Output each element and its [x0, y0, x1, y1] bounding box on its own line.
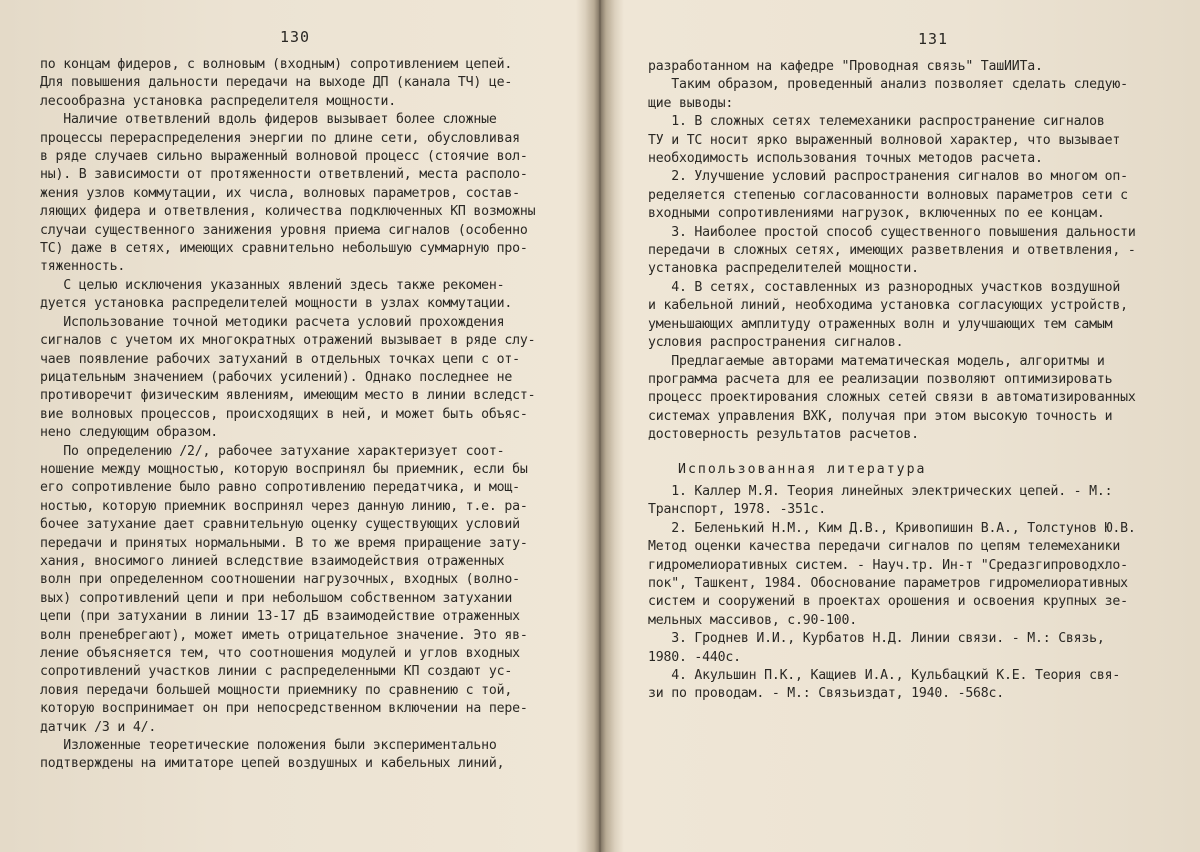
left-page-body: по концам фидеров, с волновым (входным) сопротивлением цепей. Для повышения дальности передачи на выходе ДП (канала ТЧ) це- лесообразна установка распределителя мощности. Наличие ответвлений вдоль фидеров вызывает более сложные процессы перераспределения энергии по длине сети, обусловливая в ряде случаев сильно выраженный волновой процесс (стоячие вол- ны). В зависимости от протяженности ответвлений, места располо- жения узлов коммутации, их числа, волновых параметров, состав- ляющих фидера и ответвления, количества подключенных КП возможны случаи существенного занижения уровня приема сигналов (особенно ТС) даже в сетях, имеющих сравнительно небольшую суммарную про- тяженность. С целью исключения указанных явлений здесь также рекомен- дуется установка распределителей мощности в узлах коммутации. Использование точной методики расчета условий прохождения сигналов с учетом их многократных отражений вызывает в ряде слу- чаев появление рабочих затуханий в отдельных точках цепи с от- рицательным значением (рабочих усилений). Однако последнее не противоречит физическим явлениям, имеющим место в линии вследст- вие волновых процессов, происходящих в ней, и может быть объяс- нено следующим образом. По определению /2/, рабочее затухание характеризует соот- ношение между мощностью, которую воспринял бы приемник, если бы его сопротивление было равно сопротивлению передатчика, и мощ- ностью, которую приемник воспринял через данную линию, т.е. ра- бочее затухание дает сравнительную оценку существующих условий передачи и принятых нормальными. В то же время приращение зату- хания, вносимого линией вследствие взаимодействия отраженных волн при определенном соотношении нагрузочных, входных (волно- вых) сопротивлений цепи и при небольшом собственном затухании цепи (при затухании в линии 13-17 дБ взаимодействие отраженных волн пренебрегают), может иметь отрицательное значение. Это яв- ление объясняется тем, что соотношения модулей и углов входных сопротивлений участков линии с распределенными КП создают ус- ловия передачи большей мощности приемнику по сравнению с той, которую воспринимает он при непосредственном включении на пере- датчик /3 и 4/. Изложенные теоретические положения были экспериментально подтверждены на имитаторе цепей воздушных и кабельных линий, — [40, 57, 536, 772]
right-page-number: 131 — [918, 30, 949, 48]
right-page-body: разработанном на кафедре "Проводная связь" ТашИИТа. Таким образом, проведенный анализ позволяет сделать следую- щие выводы: 1. В сложных сетях телемеханики распространение сигналов ТУ и ТС носит ярко выраженный волновой характер, что вызывает необходимость использования точных методов расчета. 2. Улучшение условий распространения сигналов во многом оп- ределяется степенью согласованности волновых параметров сети с входными сопротивлениями нагрузок, включенных по ее концам. 3. Наиболее простой способ существенного повышения дальности передачи в сложных сетях, имеющих разветвления и ответвления, - установка распределителей мощности. 4. В сетях, составленных из разнородных участков воздушной и кабельной линий, необходима установка согласующих устройств, уменьшающих амплитуду отраженных волн и улучшающих тем самым условия распространения сигналов. Предлагаемые авторами математическая модель, алгоритмы и программа расчета для ее реализации позволяют оптимизировать процесс проектирования сложных сетей связи в автоматизированных системах управления ВХК, получая при этом высокую точность и достоверность результатов расчетов. — [648, 59, 1136, 443]
right-page — [604, 0, 1200, 852]
references-list: 1. Каллер М.Я. Теория линейных электрических цепей. - М.: Транспорт, 1978. -351с. 2. Беленький Н.М., Ким Д.В., Кривопишин В.А., Толстунов Ю.В. Метод оценки качества передачи сигналов по цепям телемеханики гидромелиоративных систем. - Науч.тр. Ин-т "Средазгипроводхло- пок", Ташкент, 1984. Обоснование параметров гидромелиоративных систем и сооружений в проектах орошения и освоения крупных зе- мельных массивов, с.90-100. 3. Гроднев И.И., Курбатов Н.Д. Линии связи. - М.: Связь, 1980. -440с. 4. Акульшин П.К., Кащиев И.А., Кульбацкий К.Е. Теория свя- зи по проводам. - М.: Связьиздат, 1940. -568с. — [648, 483, 1136, 702]
left-page — [0, 0, 596, 852]
left-page-number: 130 — [280, 28, 311, 46]
references-heading: Использованная литература — [678, 461, 927, 477]
